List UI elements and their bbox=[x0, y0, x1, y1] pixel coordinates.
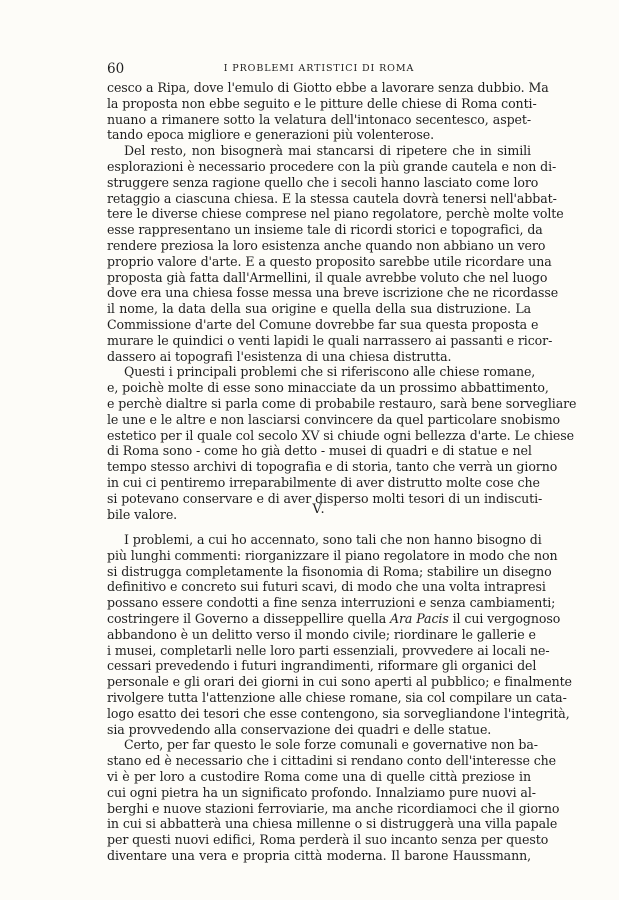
text-line: le une e le altre e non lasciarsi convincere da quel particolare snobismo bbox=[107, 411, 561, 427]
text-line: Questi i principali problemi che si riferiscono alle chiese romane, bbox=[124, 364, 536, 380]
text-line: abbandono è un delitto verso il mondo civile; riordinare le gallerie e bbox=[107, 626, 536, 642]
text-line: tere le diverse chiese comprese nel piano regolatore, perchè molte volte bbox=[107, 206, 564, 222]
text-line: esse rappresentano un insieme tale di ricordi storici e topografici, da bbox=[107, 222, 543, 238]
text-line: definitivo e concreto sui futuri scavi, di modo che una volta intrapresi bbox=[107, 579, 546, 595]
text-line: cui ogni pietra ha un significato profondo. Innalziamo pure nuovi al- bbox=[107, 784, 536, 800]
text-line: i musei, completarli nelle loro parti essenziali, provvedere ai locali ne- bbox=[107, 642, 550, 658]
running-title: I PROBLEMI ARTISTICI DI ROMA bbox=[223, 63, 415, 74]
text-line: estetico per il quale col secolo XV si chiude ogni bellezza d'arte. Le chiese bbox=[107, 427, 574, 443]
text-line: in cui ci pentiremo irreparabilmente di aver distrutto molte cose che bbox=[107, 474, 540, 490]
text-line: murare le quindici o venti lapidi le quali narrassero ai passanti e ricor- bbox=[107, 332, 553, 348]
text-line: stano ed è necessario che i cittadini si rendano conto dell'interesse che bbox=[107, 753, 557, 769]
text-line: di Roma sono - come ho già detto - musei di quadri e di statue e nel bbox=[107, 443, 532, 459]
text-line: si distrugga completamente la fisonomia di Roma; stabilire un disegno bbox=[107, 563, 552, 579]
text-run: il cui vergognoso bbox=[448, 610, 561, 626]
text-line: proposta già fatta dall'Armellini, il quale avrebbe voluto che nel luogo bbox=[107, 269, 548, 285]
italic-title-ara-pacis: Ara Pacis bbox=[390, 610, 449, 626]
text-line: cesco a Ripa, dove l'emulo di Giotto ebbe a lavorare senza dubbio. Ma bbox=[107, 80, 549, 95]
text-line: e perchè dialtre si parla come di probabile restauro, sarà bene sorvegliare bbox=[107, 395, 577, 411]
text-line: berghi e nuove stazioni ferroviarie, ma anche ricordiamoci che il giorno bbox=[107, 800, 560, 816]
text-line: sia provvedendo alla conservazione dei quadri e delle statue. bbox=[107, 721, 492, 737]
text-line: struggere senza ragione quello che i secoli hanno lasciato come loro bbox=[107, 174, 539, 190]
text-line: rendere preziosa la loro esistenza anche quando non abbiano un vero bbox=[107, 237, 546, 253]
text-block-top bbox=[107, 80, 577, 522]
text-line: dassero ai topografi l'esistenza di una chiesa distrutta. bbox=[107, 348, 452, 364]
text-line: cessari prevedendo i futuri ingrandimenti, riformare gli organici del bbox=[107, 658, 537, 674]
text-line: per questi nuovi edifici, Roma perderà il suo incanto senza per questo bbox=[107, 832, 549, 848]
text-block-bottom bbox=[107, 532, 572, 864]
text-line-ara-pacis bbox=[107, 610, 561, 627]
page-header bbox=[107, 61, 531, 79]
text-line: vi è per loro a custodire Roma come una di quelle città preziose in bbox=[107, 768, 531, 784]
text-run: costringere il Governo a disseppellire quella bbox=[107, 610, 391, 626]
text-line: diventare una vera e propria città moderna. Il barone Haussmann, bbox=[107, 847, 531, 863]
text-line: I problemi, a cui ho accennato, sono tali che non hanno bisogno di bbox=[124, 532, 542, 547]
text-line: più lunghi commenti: riorganizzare il piano regolatore in modo che non bbox=[107, 547, 558, 563]
section-heading: V. bbox=[312, 502, 326, 517]
text-line: rivolgere tutta l'attenzione alle chiese romane, sia col compilare un cata- bbox=[107, 689, 567, 705]
text-line: possano essere condotti a fine senza interruzioni e senza cambiamenti; bbox=[107, 595, 556, 611]
page-number: 60 bbox=[107, 61, 125, 77]
text-line: retaggio a ciascuna chiesa. E la stessa cautela dovrà tenersi nell'abbat- bbox=[107, 190, 557, 206]
text-line: proprio valore d'arte. E a questo proposito sarebbe utile ricordare una bbox=[107, 253, 552, 269]
text-line: la proposta non ebbe seguito e le pitture delle chiese di Roma conti- bbox=[107, 95, 537, 111]
text-line: logo esatto dei tesori che esse contengono, sia sorvegliandone l'integrità, bbox=[107, 705, 570, 721]
text-line: tempo stesso archivi di topografia e di storia, tanto che verrà un giorno bbox=[107, 459, 558, 475]
text-line: il nome, la data della sua origine e quella della sua distruzione. La bbox=[107, 301, 531, 317]
text-line: e, poichè molte di esse sono minacciate da un prossimo abbattimento, bbox=[107, 380, 549, 396]
text-line: nuano a rimanere sotto la velatura dell'intonaco secentesco, aspet- bbox=[107, 111, 531, 127]
text-line: Del resto, non bisognerà mai stancarsi di ripetere che in simili bbox=[124, 143, 531, 159]
text-line: esplorazioni è necessario procedere con la più grande cautela e non di- bbox=[107, 158, 557, 174]
text-line: dove era una chiesa fosse messa una breve iscrizione che ne ricordasse bbox=[107, 285, 559, 301]
text-line: tando epoca migliore e generazioni più volenterose. bbox=[107, 127, 435, 143]
text-line: Certo, per far questo le sole forze comunali e governative non ba- bbox=[124, 737, 538, 753]
text-line: Commissione d'arte del Comune dovrebbe far sua questa proposta e bbox=[107, 316, 539, 332]
text-line: in cui si abbatterà una chiesa millenne o si distruggerà una villa papale bbox=[107, 816, 558, 832]
text-line: personale e gli orari dei giorni in cui sono aperti al pubblico; e finalmente bbox=[107, 674, 572, 690]
text-line: si potevano conservare e di aver disperso molti tesori di un indiscuti- bbox=[107, 490, 543, 506]
text-line: bile valore. bbox=[107, 506, 178, 522]
